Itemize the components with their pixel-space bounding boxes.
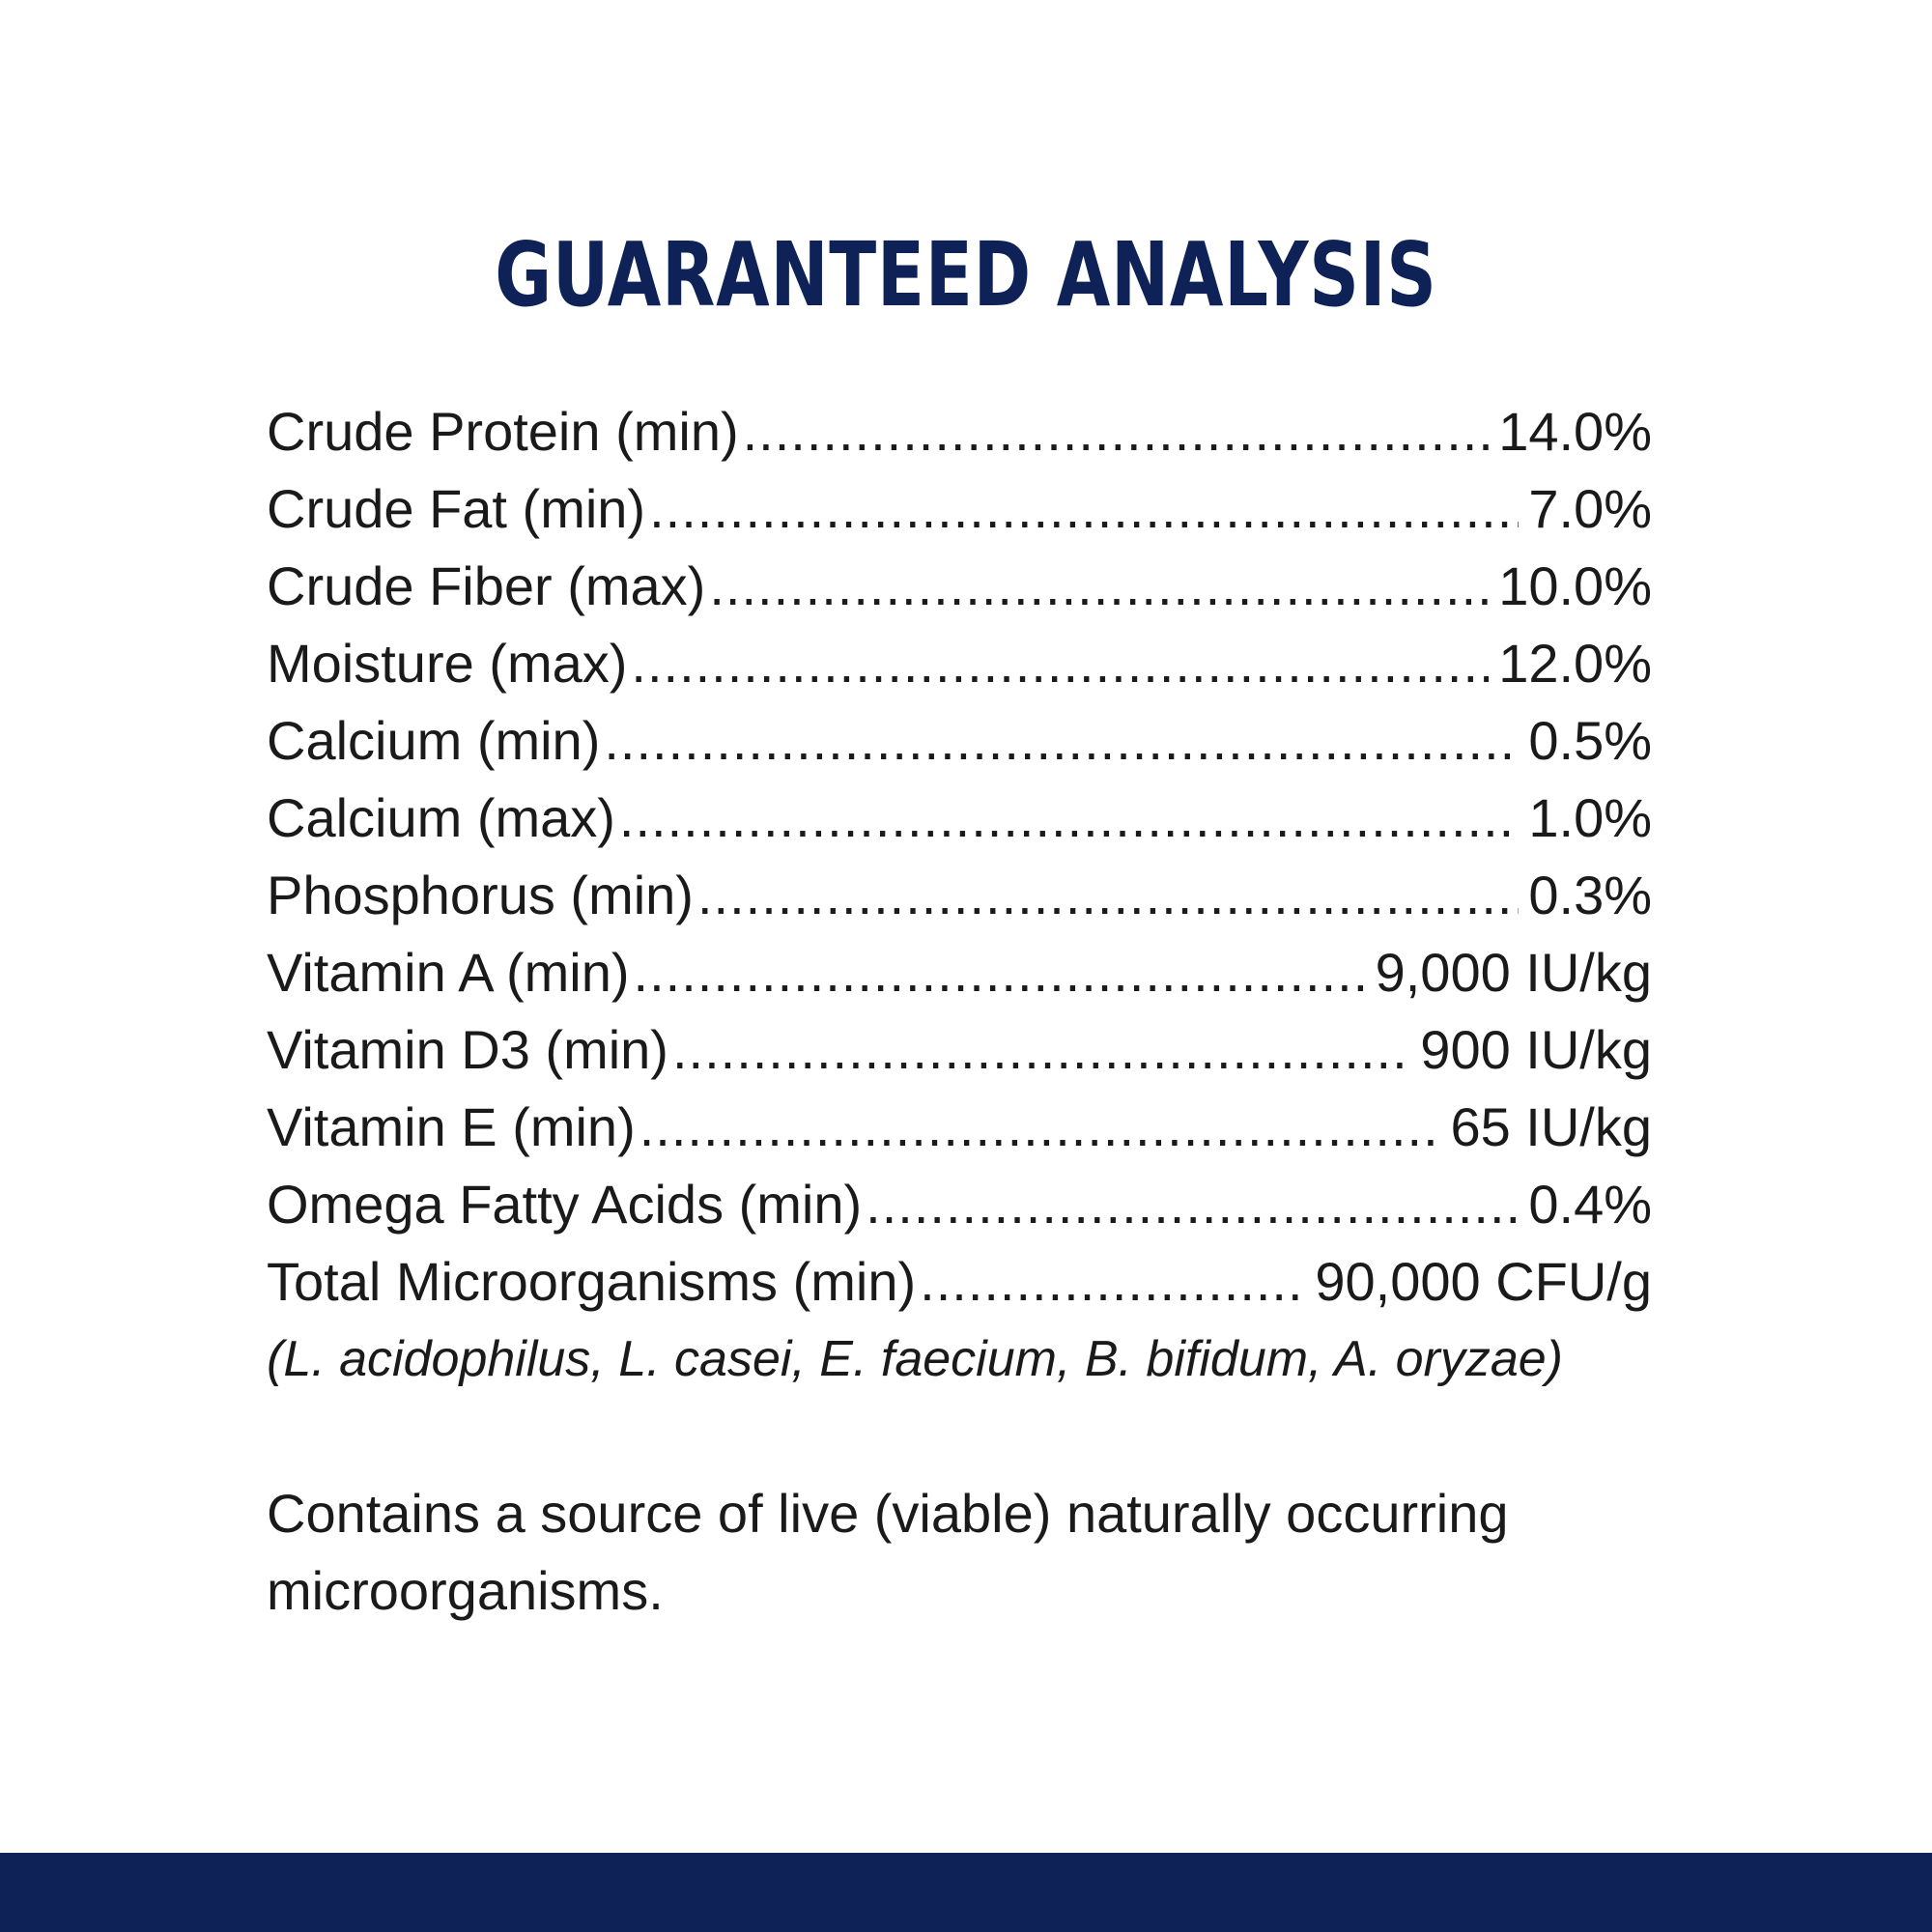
analysis-label: Calcium (max) [267, 787, 615, 848]
analysis-label: Vitamin D3 (min) [267, 1019, 668, 1080]
live-microorganisms-note: Contains a source of live (viable) naturally occurring microorganisms. [267, 1483, 1509, 1621]
analysis-label: Moisture (max) [267, 633, 628, 694]
analysis-value: 9,000 IU/kg [1375, 942, 1652, 1003]
analysis-label: Vitamin E (min) [267, 1096, 636, 1157]
analysis-value: 0.5% [1528, 710, 1652, 771]
dot-leader [634, 934, 1366, 1011]
dot-leader [619, 780, 1519, 857]
analysis-row [267, 702, 1652, 780]
analysis-value: 12.0% [1498, 633, 1652, 694]
analysis-row [267, 857, 1652, 934]
dot-leader [743, 393, 1490, 470]
analysis-label: Vitamin A (min) [267, 942, 630, 1003]
analysis-label: Crude Protein (min) [267, 401, 739, 462]
analysis-label: Crude Fiber (max) [267, 555, 706, 616]
analysis-label: Calcium (min) [267, 710, 601, 771]
analysis-value: 1.0% [1528, 787, 1652, 848]
analysis-value: 7.0% [1528, 478, 1652, 539]
analysis-row [267, 780, 1652, 857]
analysis-value: 0.4% [1528, 1174, 1652, 1235]
dot-leader [672, 1011, 1410, 1089]
analysis-value: 0.3% [1528, 865, 1652, 925]
analysis-label: Crude Fat (min) [267, 478, 646, 539]
microorganism-strains: (L. acidophilus, L. casei, E. faecium, B. bifidum, A. oryzae) [267, 1331, 1563, 1387]
analysis-value: 14.0% [1498, 401, 1652, 462]
analysis-value: 65 IU/kg [1450, 1096, 1652, 1157]
analysis-value: 900 IU/kg [1420, 1019, 1652, 1080]
analysis-row [267, 625, 1652, 702]
analysis-value: 10.0% [1498, 555, 1652, 616]
analysis-value: 90,000 CFU/g [1315, 1251, 1652, 1312]
dot-leader [604, 702, 1519, 780]
analysis-row [267, 1089, 1652, 1166]
analysis-row [267, 934, 1652, 1011]
footer-band [0, 1853, 1932, 1932]
analysis-label: Total Microorganisms (min) [267, 1251, 917, 1312]
analysis-row [267, 1011, 1652, 1089]
dot-leader [639, 1089, 1441, 1166]
guaranteed-analysis-list [267, 393, 1652, 1321]
dot-leader [631, 625, 1489, 702]
dot-leader [649, 470, 1519, 548]
page-title: GUARANTEED ANALYSIS [495, 223, 1437, 327]
dot-leader [697, 857, 1519, 934]
dot-leader [709, 548, 1489, 625]
analysis-row [267, 470, 1652, 548]
analysis-row [267, 393, 1652, 470]
analysis-label: Phosphorus (min) [267, 865, 694, 925]
dot-leader [866, 1166, 1519, 1243]
analysis-row [267, 1166, 1652, 1243]
dot-leader [920, 1243, 1305, 1321]
analysis-row [267, 548, 1652, 625]
analysis-row [267, 1243, 1652, 1321]
analysis-label: Omega Fatty Acids (min) [267, 1174, 863, 1235]
